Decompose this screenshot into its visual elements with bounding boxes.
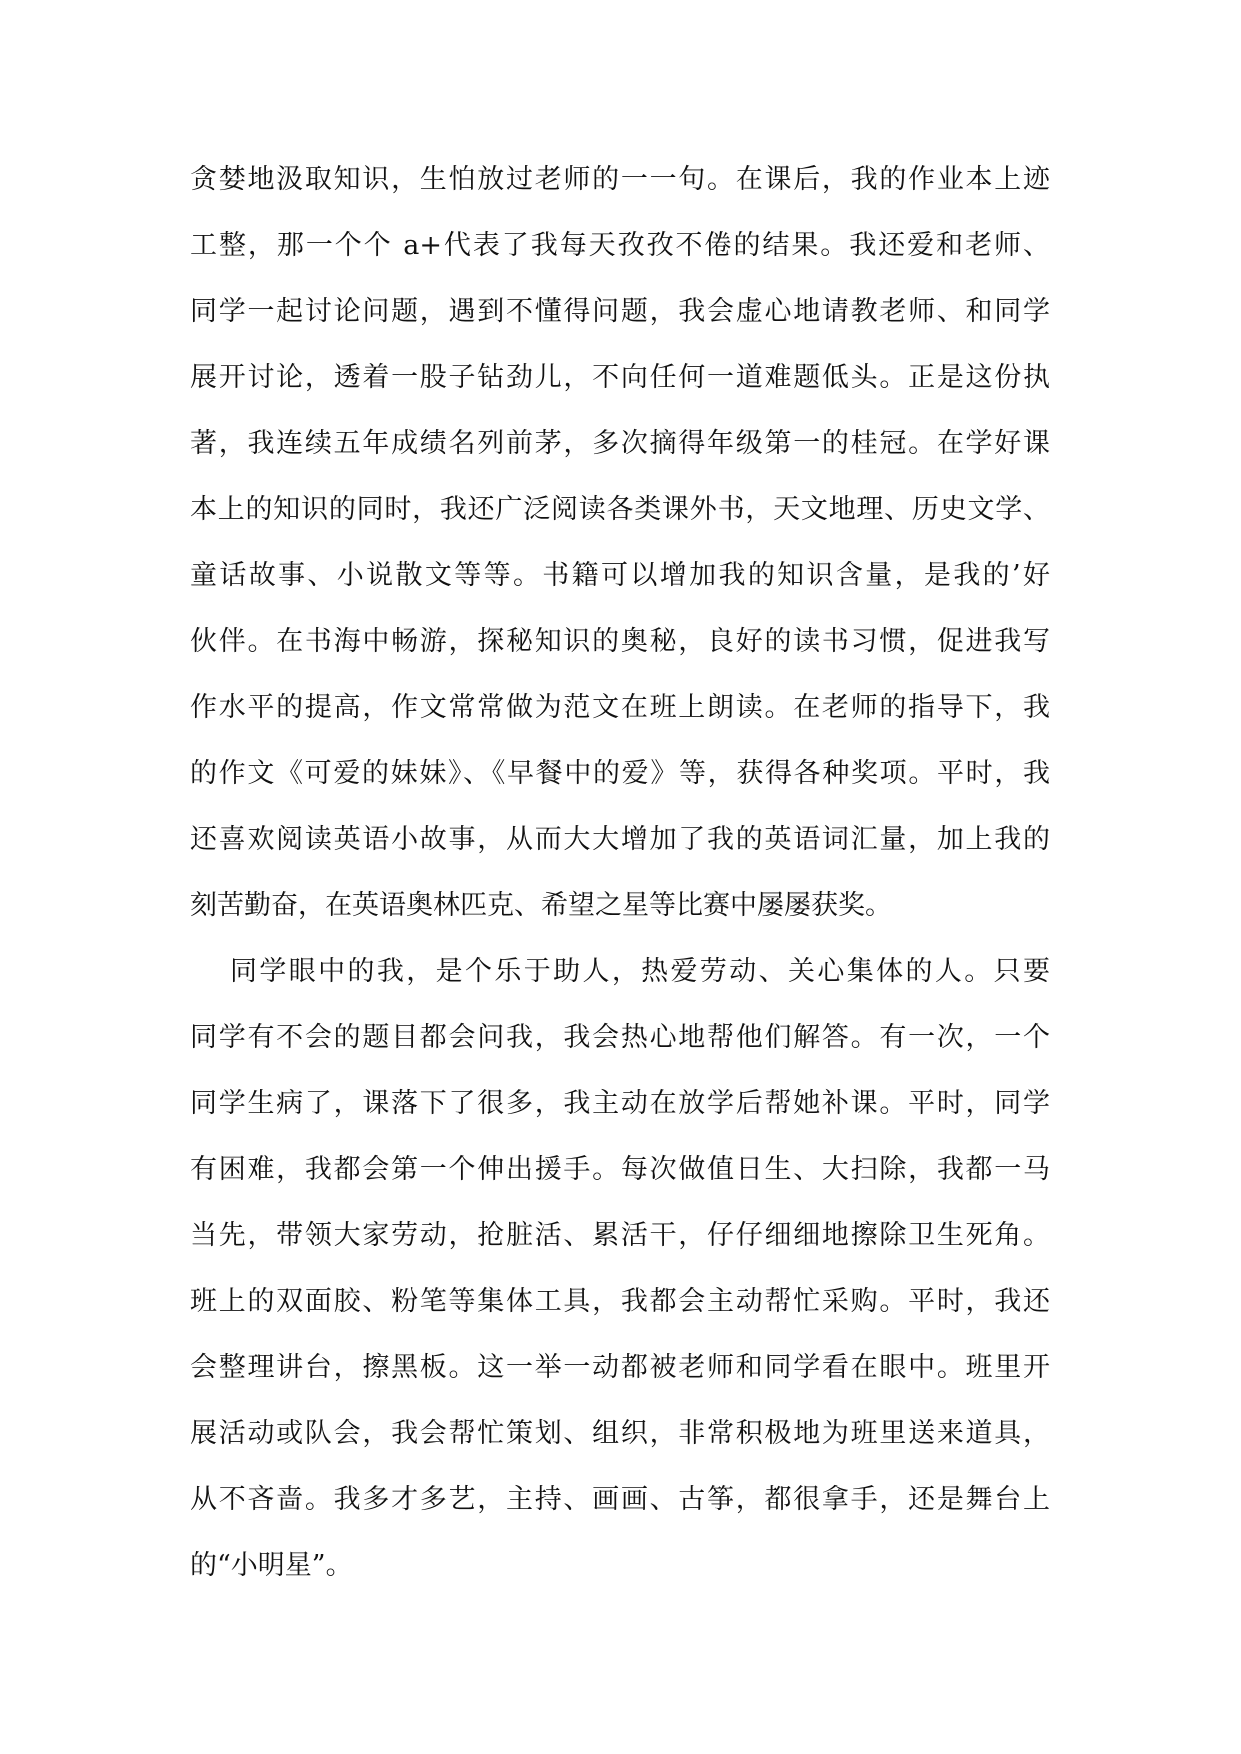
paragraph-2-line-5: 当先，带领大家劳动，抢脏活、累活干，仔仔细细地擦除卫生死角。 xyxy=(190,1220,1050,1251)
paragraph-2-line-10: 的“小明星”。 xyxy=(190,1550,353,1581)
paragraph-2-line-7: 会整理讲台，擦黑板。这一举一动都被老师和同学看在眼中。班里开 xyxy=(190,1352,1050,1383)
paragraph-1-line-10: 的作文《可爱的妹妹》、《早餐中的爱》等，获得各种奖项。平时，我 xyxy=(190,758,1050,789)
paragraph-1-line-3: 同学一起讨论问题，遇到不懂得问题，我会虚心地请教老师、和同学 xyxy=(190,296,1050,327)
paragraph-1-line-2: 工整，那一个个 a+代表了我每天孜孜不倦的结果。我还爱和老师、 xyxy=(190,230,1050,261)
paragraph-2-line-1: 同学眼中的我，是个乐于助人，热爱劳动、关心集体的人。只要 xyxy=(230,956,1050,987)
paragraph-2-line-9: 从不吝啬。我多才多艺，主持、画画、古筝，都很拿手，还是舞台上 xyxy=(190,1484,1050,1515)
paragraph-1-line-9: 作水平的提高，作文常常做为范文在班上朗读。在老师的指导下，我 xyxy=(190,692,1050,723)
paragraph-2-line-3: 同学生病了，课落下了很多，我主动在放学后帮她补课。平时，同学 xyxy=(190,1088,1050,1119)
paragraph-1-line-7: 童话故事、小说散文等等。书籍可以增加我的知识含量，是我的’好 xyxy=(190,560,1050,591)
paragraph-1-line-4: 展开讨论，透着一股子钻劲儿，不向任何一道难题低头。正是这份执 xyxy=(190,362,1050,393)
paragraph-1-line-8: 伙伴。在书海中畅游，探秘知识的奥秘，良好的读书习惯，促进我写 xyxy=(190,626,1050,657)
paragraph-1-line-12: 刻苦勤奋，在英语奥林匹克、希望之星等比赛中屡屡获奖。 xyxy=(190,890,892,921)
paragraph-2-line-2: 同学有不会的题目都会问我，我会热心地帮他们解答。有一次，一个 xyxy=(190,1022,1050,1053)
paragraph-1-line-11: 还喜欢阅读英语小故事，从而大大增加了我的英语词汇量，加上我的 xyxy=(190,824,1050,855)
paragraph-1-line-6: 本上的知识的同时，我还广泛阅读各类课外书，天文地理、历史文学、 xyxy=(190,494,1050,525)
paragraph-1-line-1: 贪婪地汲取知识，生怕放过老师的一一句。在课后，我的作业本上迹 xyxy=(190,164,1050,195)
paragraph-1-line-5: 著，我连续五年成绩名列前茅，多次摘得年级第一的桂冠。在学好课 xyxy=(190,428,1050,459)
paragraph-2-line-8: 展活动或队会，我会帮忙策划、组织，非常积极地为班里送来道具， xyxy=(190,1418,1050,1449)
paragraph-2-line-4: 有困难，我都会第一个伸出援手。每次做值日生、大扫除，我都一马 xyxy=(190,1154,1050,1185)
paragraph-2-line-6: 班上的双面胶、粉笔等集体工具，我都会主动帮忙采购。平时，我还 xyxy=(190,1286,1050,1317)
